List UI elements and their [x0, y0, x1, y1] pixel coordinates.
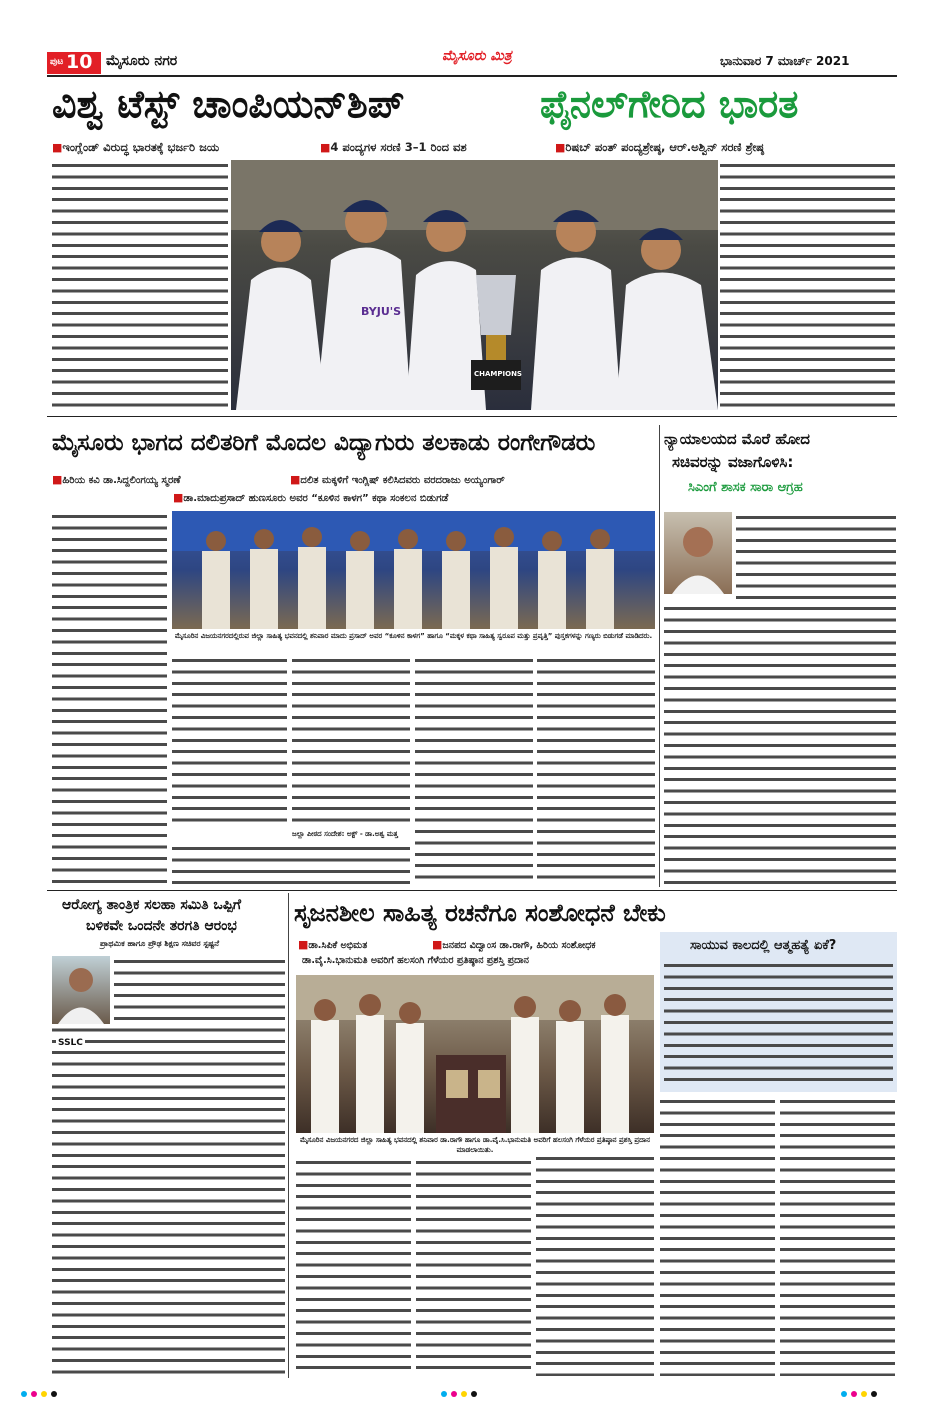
- lead-column-left: [52, 160, 228, 410]
- bullet-square-icon: ■: [173, 491, 184, 504]
- lead-headline-black: ವಿಶ್ವ ಟೆಸ್ಟ್ ಚಾಂಪಿಯನ್‌ಶಿಪ್: [52, 82, 405, 126]
- team-india-photo: [231, 160, 718, 410]
- bullet-square-icon: ■: [52, 473, 63, 486]
- issue-date: ಭಾನುವಾರ 7 ಮಾರ್ಚ್ 2021: [720, 54, 850, 68]
- print-color-marks-left: [20, 1383, 80, 1391]
- story5-subhead-1: ■ಡಾ.ಸಿಪಿಕೆ ಅಭಿಮತ: [298, 938, 368, 951]
- page-badge-prefix: ಪುಟ: [50, 57, 64, 67]
- color-dots-icon: [20, 1390, 80, 1398]
- column-rule-2: [288, 893, 289, 1378]
- story5-column-4: [660, 1096, 775, 1376]
- book-release-photo: [172, 511, 655, 629]
- lead-column-right: [720, 160, 895, 410]
- bullet-square-icon: ■: [290, 473, 301, 486]
- story4-headline-2: ಬಳಿಕವೇ ಒಂದನೇ ತರಗತಿ ಆರಂಭ: [86, 918, 237, 934]
- award-ceremony-illustration: [296, 975, 654, 1133]
- story2-column-3: [292, 655, 410, 827]
- book-release-illustration: [172, 511, 655, 629]
- column-rule: [659, 425, 660, 887]
- print-color-marks-center: [440, 1383, 500, 1391]
- section-divider: [47, 416, 897, 417]
- bullet-square-icon: ■: [298, 938, 309, 951]
- lead-subhead-3: ■ರಿಷಬ್ ಪಂತ್ ಪಂದ್ಯಶ್ರೇಷ್ಠ, ಆರ್.ಅಶ್ವಿನ್ ಸರಣಿ ಶ್ರೇಷ್ಠ: [555, 140, 764, 154]
- header-rule: [47, 75, 897, 77]
- minister-photo-illustration: [52, 956, 110, 1024]
- story3-headline-3: ಸಿಎಂಗೆ ಶಾಸಕ ಸಾರಾ ಆಗ್ರಹ: [688, 480, 803, 495]
- sidebox-title: ಸಾಯುವ ಕಾಲದಲ್ಲಿ ಆತ್ಮಹತ್ಯೆ ಏಕೆ?: [690, 938, 837, 953]
- bullet-square-icon: ■: [432, 938, 443, 951]
- story2-subhead-1: ■ಹಿರಿಯ ಕವಿ ಡಾ.ಸಿದ್ದಲಿಂಗಯ್ಯ ಸ್ಮರಣೆ: [52, 473, 181, 486]
- award-ceremony-photo: [296, 975, 654, 1133]
- story2-subhead-2: ■ದಲಿತ ಮಕ್ಕಳಿಗೆ ಇಂಗ್ಲಿಷ್ ಕಲಿಸಿದವರು ವರದರಾಜು ಅಯ್ಯಂಗಾರ್: [290, 473, 505, 486]
- story2-column-6: [172, 843, 410, 885]
- color-dots-icon: [440, 1390, 500, 1398]
- story5-column-5: [780, 1096, 895, 1376]
- story5-subhead-3: ಡಾ.ವೈ.ಸಿ.ಭಾನುಮತಿ ಅವರಿಗೆ ಹಲಸಂಗಿ ಗೆಳೆಯರ ಪ್ರತಿಷ್ಠಾನ ಪ್ರಶಸ್ತಿ ಪ್ರದಾನ: [302, 955, 529, 966]
- sponsor-logo-text: BYJU'S: [361, 305, 402, 318]
- story2-column-5: [537, 655, 655, 885]
- story5-subhead-2: ■ಜನಪದ ವಿದ್ವಾಂಸ ಡಾ.ರಾಗೌ, ಹಿರಿಯ ಸಂಶೋಧಕ: [432, 938, 596, 951]
- story4-kicker: ಪ್ರಾಥಮಿಕ ಹಾಗೂ ಪ್ರೌಢ ಶಿಕ್ಷಣ ಸಚಿವರ ಸ್ಪಷ್ಟನೆ: [100, 939, 220, 948]
- story5-caption: ಮೈಸೂರಿನ ವಿಜಯನಗರದ ಜಿಲ್ಲಾ ಸಾಹಿತ್ಯ ಭವನದಲ್ಲಿ ಶನಿವಾರ ಡಾ.ರಾಗೌ ಹಾಗೂ ಡಾ.ವೈ.ಸಿ.ಭಾನುಮತಿ ಅವರಿಗೆ ಹಲಸಂಗಿ ಗೆಳೆಯರ ಪ್ರತಿಷ್ಠಾನ ಪ್ರಶಸ್ತಿ ಪ್ರದಾನ ಮಾಡಲಾಯಿತು.: [299, 1136, 651, 1154]
- story5-headline: ಸೃಜನಶೀಲ ಸಾಹಿತ್ಯ ರಚನೆಗೂ ಸಂಶೋಧನೆ ಬೇಕು: [294, 899, 666, 927]
- mla-portrait: [664, 512, 732, 594]
- minister-photo: [52, 956, 110, 1024]
- story4-lede-bold: SSLC: [58, 1038, 83, 1048]
- story2-column-1: [52, 511, 167, 886]
- story2-subhead-3: ■ಡಾ.ಮಾದುಪ್ರಸಾದ್ ಹುಣಸೂರು ಅವರ “ಕೂಳಿನ ಕಾಳಗ” ಕಥಾ ಸಂಕಲನ ಬಿಡುಗಡೆ: [173, 491, 449, 504]
- lead-subhead-2: ■4 ಪಂದ್ಯಗಳ ಸರಣಿ 3–1 ರಿಂದ ವಶ: [320, 140, 467, 154]
- sidebox-text: [664, 960, 893, 1088]
- trophy-plaque-label: CHAMPIONS: [474, 370, 522, 378]
- story2-byline: ಜಲ್ಲಾ ಪೀಠದ ಸಂದೇಶ: ಅಕ್ಟ್ - ಡಾ.ಅಶ್ವ ಮತ್ತ: [292, 830, 398, 838]
- mla-portrait-illustration: [664, 512, 732, 594]
- lead-subhead-1: ■ಇಂಗ್ಲೆಂಡ್ ವಿರುದ್ಧ ಭಾರತಕ್ಕೆ ಭರ್ಜರಿ ಜಯ: [52, 140, 220, 154]
- story3-headline-1: ನ್ಯಾಯಾಲಯದ ಮೊರೆ ಹೋದ: [664, 430, 810, 448]
- bullet-square-icon: ■: [52, 141, 63, 154]
- lead-headline-green: ಫೈನಲ್‌ಗೇರಿದ ಭಾರತ: [540, 82, 799, 126]
- story3-headline-2: ಸಚಿವರನ್ನು ವಜಾಗೊಳಿಸಿ:: [672, 453, 794, 471]
- story4-headline-1: ಆರೋಗ್ಯ ತಾಂತ್ರಿಕ ಸಲಹಾ ಸಮಿತಿ ಒಪ್ಪಿಗೆ: [62, 897, 242, 913]
- masthead-logo: ಮೈಸೂರು ಮಿತ್ರ: [442, 48, 512, 64]
- story2-headline: ಮೈಸೂರು ಭಾಗದ ದಲಿತರಿಗೆ ಮೊದಲ ವಿದ್ಯಾಗುರು ತಲಕಾಡು ರಂಗೇಗೌಡರು: [52, 430, 596, 456]
- story5-column-1: [296, 1157, 411, 1376]
- bullet-square-icon: ■: [555, 141, 566, 154]
- story2-column-4: [415, 655, 533, 885]
- story2-column-2: [172, 655, 287, 827]
- bullet-square-icon: ■: [320, 141, 331, 154]
- section-divider-2: [47, 890, 897, 891]
- color-dots-icon: [840, 1390, 900, 1398]
- section-label: ಮೈಸೂರು ನಗರ: [106, 53, 178, 69]
- page-number: 10: [66, 51, 93, 73]
- story5-column-2: [416, 1157, 531, 1376]
- print-color-marks-right: [840, 1383, 900, 1391]
- story2-caption: ಮೈಸೂರಿನ ವಿಜಯನಗರದಲ್ಲಿರುವ ಜಿಲ್ಲಾ ಸಾಹಿತ್ಯ ಭವನದಲ್ಲಿ ಶನಿವಾರ ಮಾದು ಪ್ರಸಾದ್ ಅವರ “ಕೂಳಿನ ಕಾಳಗ” ಹಾಗೂ “ಮಕ್ಕಳ ಕಥಾ ಸಾಹಿತ್ಯ ಸ್ವರೂಪ ಮತ್ತು ಪ್ರವೃತ್ತಿ” ಪುಸ್ತಕಗಳನ್ನು ಗಣ್ಯರು ಬಿಡುಗಡೆ ಮಾಡಿದರು.: [174, 632, 653, 640]
